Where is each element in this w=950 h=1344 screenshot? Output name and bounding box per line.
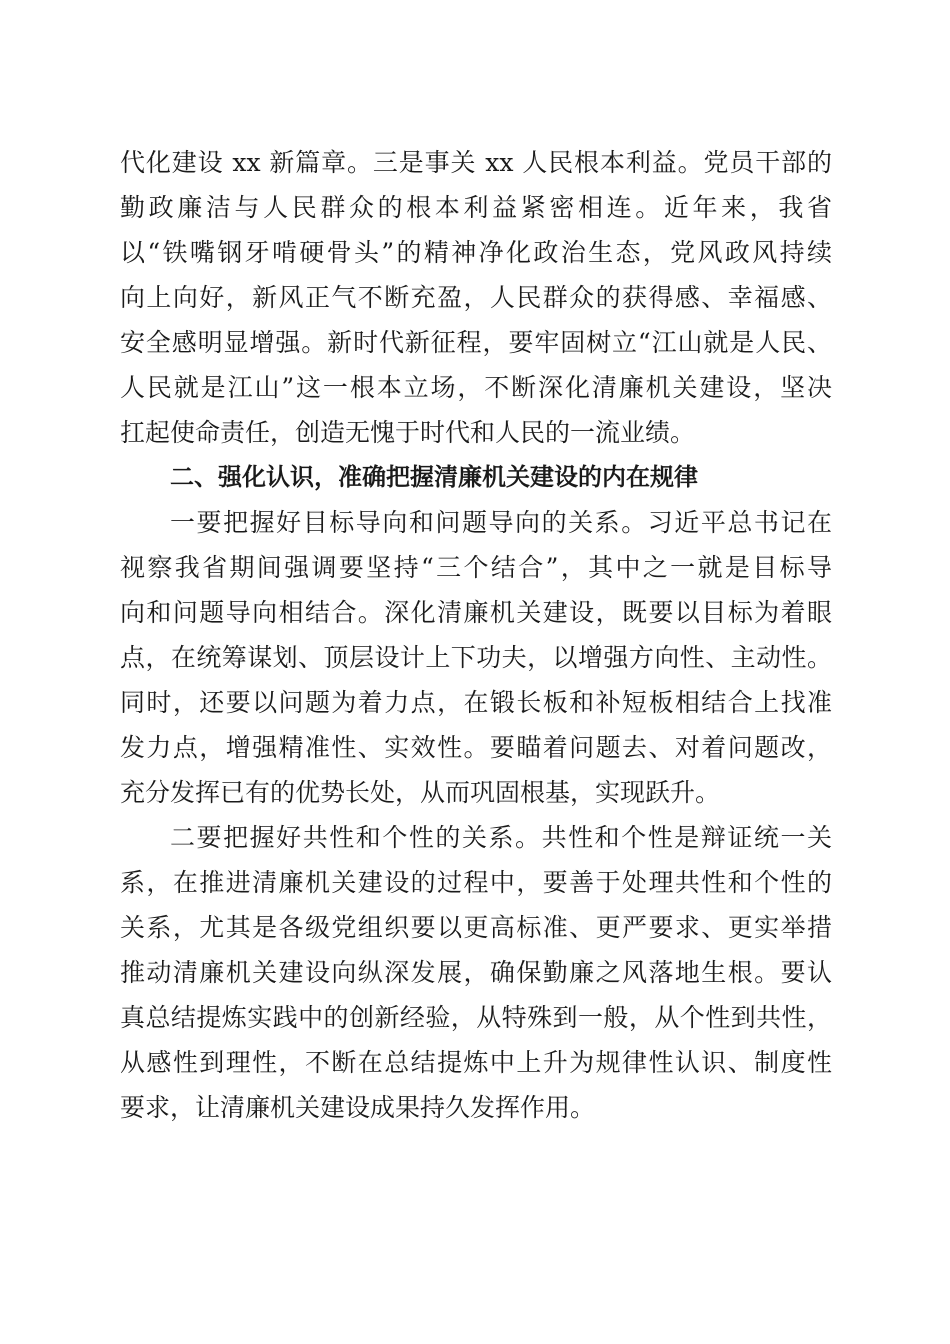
paragraph-line: 视察我省期间强调要坚持“三个结合”，其中之一就是目标导	[120, 553, 832, 582]
paragraph-line: 代化建设 xx 新篇章。三是事关 xx 人民根本利益。党员干部的	[120, 148, 832, 177]
paragraph-line: 同时，还要以问题为着力点，在锻长板和补短板相结合上找准	[120, 688, 832, 717]
paragraph-3	[120, 815, 832, 1130]
paragraph-line: 以“铁嘴钢牙啃硬骨头”的精神净化政治生态，党风政风持续	[120, 238, 832, 267]
paragraph-line: 关系，尤其是各级党组织要以更高标准、更严要求、更实举措	[120, 913, 832, 942]
paragraph-line: 勤政廉洁与人民群众的根本利益紧密相连。近年来，我省	[120, 193, 832, 222]
paragraph-line: 发力点，增强精准性、实效性。要瞄着问题去、对着问题改，	[120, 733, 832, 762]
paragraph-line: 要求，让清廉机关建设成果持久发挥作用。	[120, 1093, 596, 1122]
paragraph-line: 二要把握好共性和个性的关系。共性和个性是辩证统一关	[170, 823, 832, 852]
paragraph-1	[120, 140, 832, 455]
paragraph-line: 向和问题导向相结合。深化清廉机关建设，既要以目标为着眼	[120, 598, 832, 627]
paragraph-line: 推动清廉机关建设向纵深发展，确保勤廉之风落地生根。要认	[120, 958, 832, 987]
paragraph-line: 扛起使命责任，创造无愧于时代和人民的一流业绩。	[120, 418, 696, 447]
paragraph-line: 从感性到理性，不断在总结提炼中上升为规律性认识、制度性	[120, 1048, 832, 1077]
paragraph-line: 点，在统筹谋划、顶层设计上下功夫，以增强方向性、主动性。	[120, 643, 832, 672]
paragraph-2	[120, 500, 832, 815]
paragraph-line: 人民就是江山”这一根本立场，不断深化清廉机关建设，坚决	[120, 373, 832, 402]
paragraph-line: 系，在推进清廉机关建设的过程中，要善于处理共性和个性的	[120, 868, 832, 897]
paragraph-line: 向上向好，新风正气不断充盈，人民群众的获得感、幸福感、	[120, 283, 832, 312]
paragraph-line: 真总结提炼实践中的创新经验，从特殊到一般，从个性到共性，	[120, 1003, 832, 1032]
paragraph-line: 一要把握好目标导向和问题导向的关系。习近平总书记在	[170, 508, 832, 537]
section-heading: 二、强化认识，准确把握清廉机关建设的内在规律	[170, 463, 698, 491]
paragraph-line: 充分发挥已有的优势长处，从而巩固根基，实现跃升。	[120, 778, 721, 807]
document-body	[120, 140, 832, 1130]
paragraph-line: 安全感明显增强。新时代新征程，要牢固树立“江山就是人民、	[120, 328, 832, 357]
